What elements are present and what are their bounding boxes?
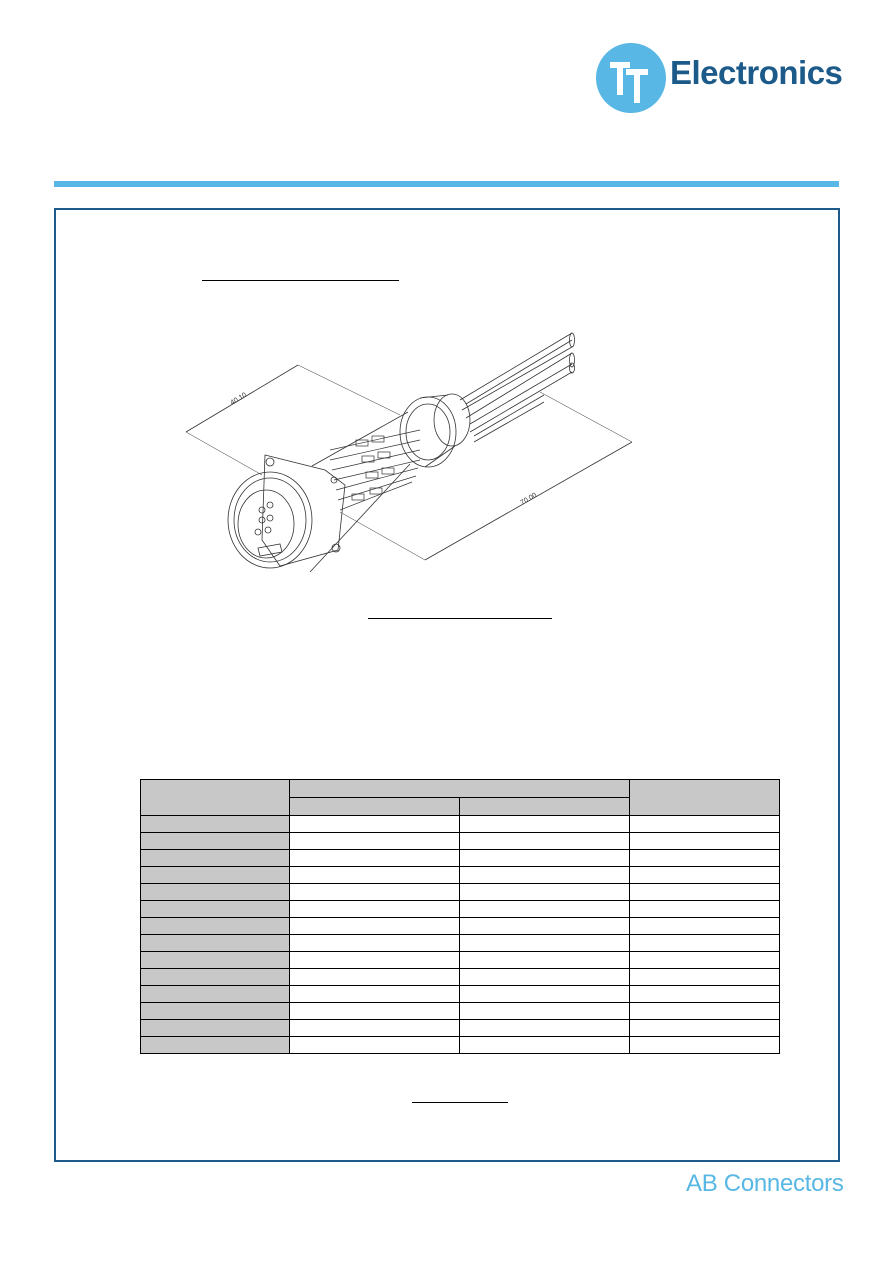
table-cell <box>460 935 630 952</box>
table-cell <box>460 1020 630 1037</box>
table-cell <box>630 986 780 1003</box>
table-cell <box>290 952 460 969</box>
table-subheader-cell <box>460 798 630 816</box>
table-cell <box>290 935 460 952</box>
pin-table <box>140 779 780 1054</box>
table-row <box>141 816 780 833</box>
heading-underline-top <box>202 280 399 281</box>
table-cell <box>290 867 460 884</box>
table-cell <box>141 986 290 1003</box>
heading-underline-middle <box>368 618 552 619</box>
dimension-long-label: 70.00 <box>519 491 539 507</box>
table-cell <box>141 833 290 850</box>
table-cell <box>460 1037 630 1054</box>
table-row <box>141 986 780 1003</box>
table-cell <box>630 1020 780 1037</box>
table-cell <box>460 952 630 969</box>
tt-monogram-icon <box>596 43 666 113</box>
table-cell <box>290 901 460 918</box>
table-cell <box>630 1003 780 1020</box>
table-cell <box>460 918 630 935</box>
table-row <box>141 1020 780 1037</box>
table-cell <box>141 816 290 833</box>
table-cell <box>290 1037 460 1054</box>
table-cell <box>630 850 780 867</box>
table-cell <box>630 969 780 986</box>
table-cell <box>630 901 780 918</box>
table-cell <box>630 833 780 850</box>
table-cell <box>290 1003 460 1020</box>
table-cell <box>141 1003 290 1020</box>
table-row <box>141 901 780 918</box>
dimension-short-label: 40.10 <box>229 391 249 407</box>
table-cell <box>460 867 630 884</box>
table-cell <box>141 867 290 884</box>
table-cell <box>290 1020 460 1037</box>
table-row <box>141 850 780 867</box>
table-cell <box>290 850 460 867</box>
table-subheader-cell <box>290 798 460 816</box>
table-row <box>141 833 780 850</box>
table-cell <box>460 850 630 867</box>
footer-brand: AB Connectors <box>686 1170 844 1197</box>
table-cell <box>290 969 460 986</box>
table-cell <box>290 833 460 850</box>
header-rule <box>54 181 839 187</box>
table-cell <box>141 850 290 867</box>
table-cell <box>460 986 630 1003</box>
table-cell <box>290 884 460 901</box>
connector-drawing <box>180 320 650 580</box>
table-cell <box>630 867 780 884</box>
table-cell <box>630 935 780 952</box>
table-cell <box>141 884 290 901</box>
table-row <box>141 867 780 884</box>
table-row <box>141 918 780 935</box>
table-row <box>141 935 780 952</box>
table-body <box>141 816 780 1054</box>
table-cell <box>630 952 780 969</box>
table-row <box>141 952 780 969</box>
table-cell <box>290 816 460 833</box>
table-cell <box>460 833 630 850</box>
table-cell <box>141 969 290 986</box>
table-cell <box>141 1037 290 1054</box>
table-cell <box>290 918 460 935</box>
table-cell <box>141 901 290 918</box>
table-header-cell <box>141 780 290 816</box>
table-row <box>141 1003 780 1020</box>
logo-wordmark: Electronics <box>670 54 843 91</box>
table-row <box>141 1037 780 1054</box>
table-cell <box>630 884 780 901</box>
table-header-cell <box>290 780 630 798</box>
table-cell <box>460 816 630 833</box>
table-header-row-1 <box>141 780 780 798</box>
table-cell <box>290 986 460 1003</box>
table-cell <box>630 1037 780 1054</box>
table-cell <box>630 918 780 935</box>
table-header-cell <box>630 780 780 816</box>
table-row <box>141 969 780 986</box>
table-cell <box>141 1020 290 1037</box>
table-cell <box>460 1003 630 1020</box>
table-cell <box>141 935 290 952</box>
company-logo <box>596 43 846 115</box>
heading-underline-bottom <box>412 1102 508 1103</box>
table-row <box>141 884 780 901</box>
table-cell <box>141 918 290 935</box>
table-cell <box>460 969 630 986</box>
table-cell <box>630 816 780 833</box>
table-cell <box>141 952 290 969</box>
table-cell <box>460 884 630 901</box>
table-cell <box>460 901 630 918</box>
